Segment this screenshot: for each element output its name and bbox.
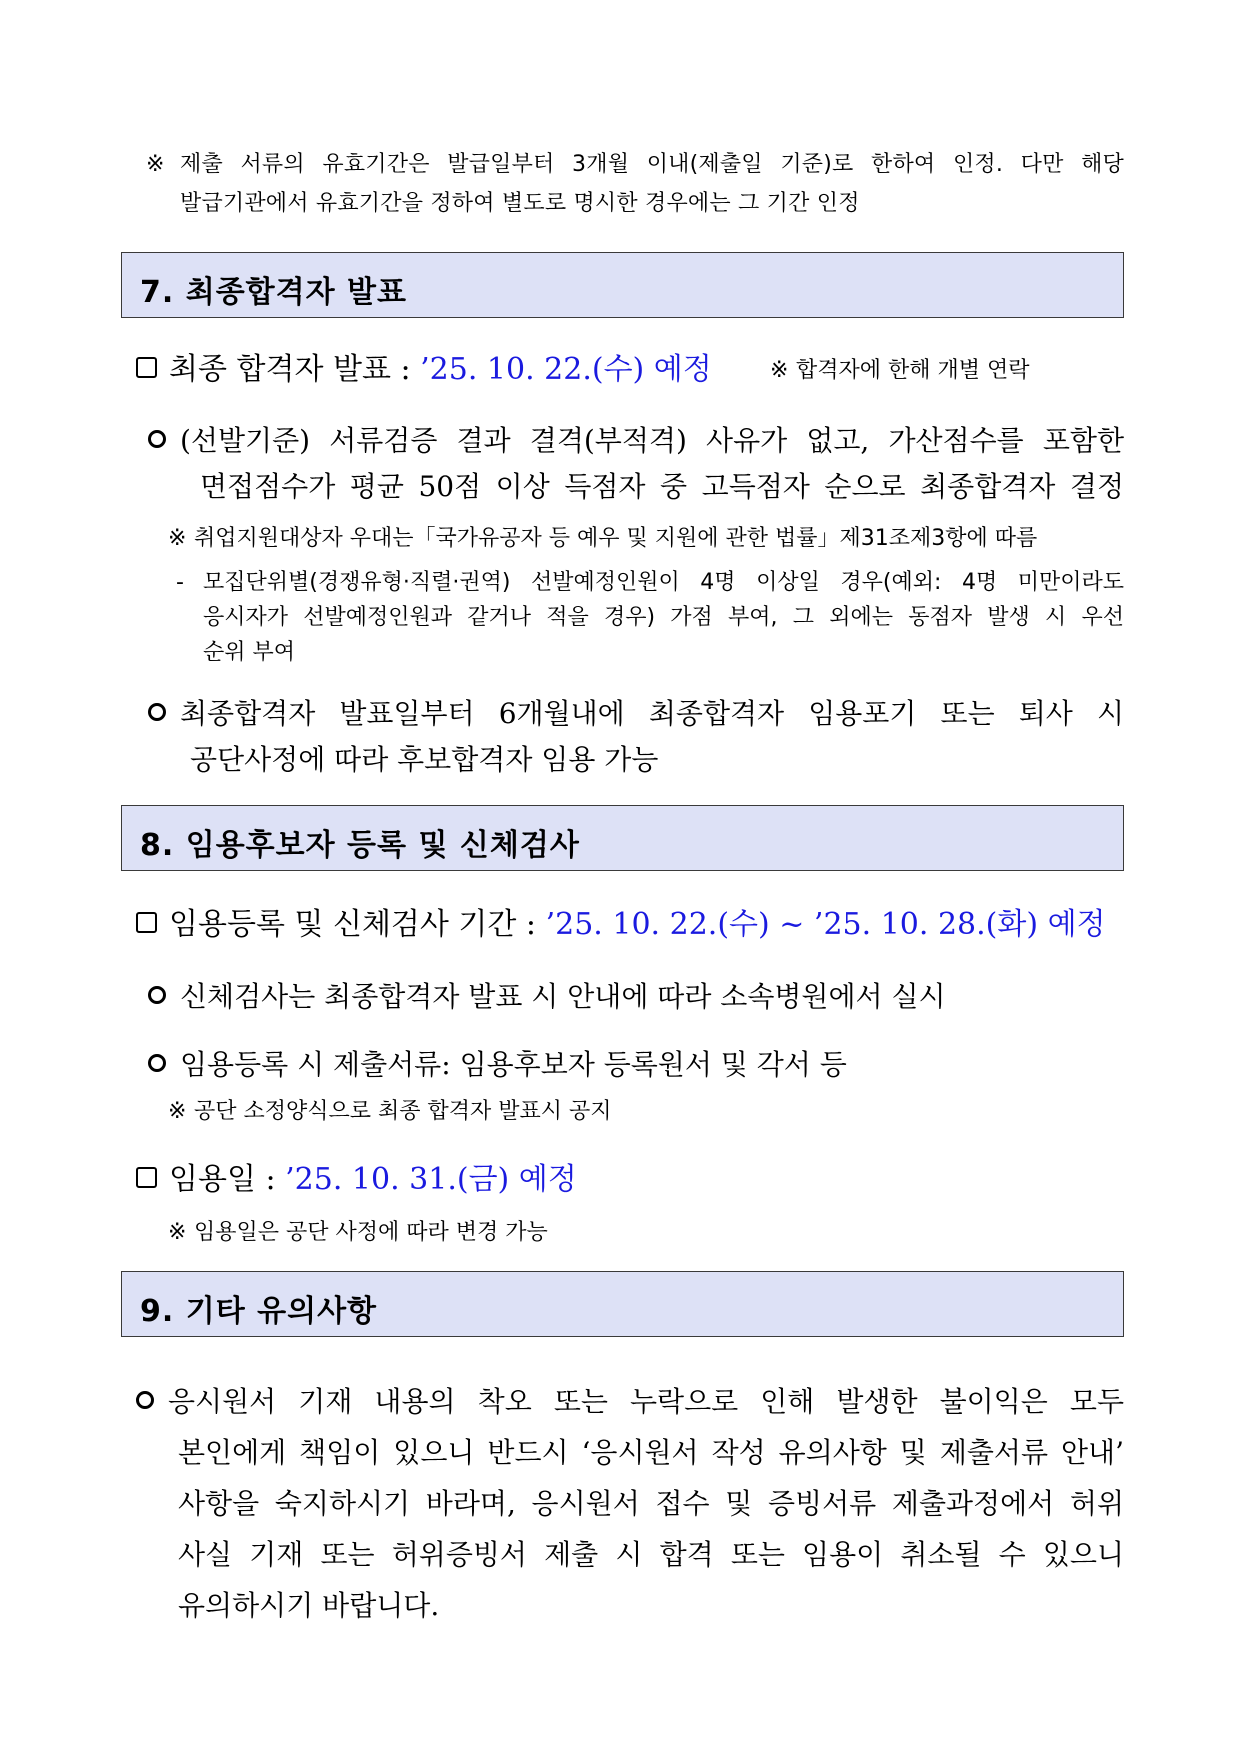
reserve-hire-line2: 공단사정에 따라 후보합격자 임용 가능 <box>190 743 659 776</box>
validity-note-line2: 발급기관에서 유효기간을 정하여 별도로 명시한 경우에는 그 기간 인정 <box>180 191 860 216</box>
circle-bullet-icon <box>148 703 166 721</box>
section-7-header <box>121 252 1124 318</box>
validity-note-mark: ※ <box>146 152 165 177</box>
caution-line1: 응시원서 기재 내용의 착오 또는 누락으로 인해 발생한 불이익은 모두 <box>136 1383 1124 1421</box>
circle-bullet-icon <box>136 1391 154 1409</box>
validity-note-line1: 제출 서류의 유효기간은 발급일부터 3개월 이내(제출일 기준)로 한하여 인정. 다만 해당 <box>180 152 1124 177</box>
final-announcement-item <box>136 350 712 390</box>
appointment-date-value: ’25. 10. 31.(금) 예정 <box>285 1162 577 1197</box>
appointment-change-note: ※ 임용일은 공단 사정에 따라 변경 가능 <box>168 1218 548 1248</box>
note-mark: ※ <box>168 1220 187 1245</box>
circle-bullet-icon <box>148 1054 166 1072</box>
form-notice-note: ※ 공단 소정양식으로 최종 합격자 발표시 공지 <box>168 1097 612 1127</box>
caution-line2: 본인에게 책임이 있으니 반드시 ‘응시원서 작성 유의사항 및 제출서류 안내’ <box>178 1436 1124 1469</box>
square-bullet-icon <box>136 357 157 378</box>
bonus-rule-line1: 모집단위별(경쟁유형·직렬·권역) 선발예정인원이 4명 이상일 경우(예외: 4명 미만이라도 <box>203 570 1124 595</box>
bonus-rule-line2: 응시자가 선발예정인원과 같거나 적을 경우) 가점 부여, 그 외에는 동점자 발생 시 우선 <box>203 605 1124 630</box>
veteran-preference-note <box>168 524 1037 554</box>
appointment-date-label: 임용일 : <box>169 1162 286 1197</box>
circle-bullet-icon <box>148 430 166 448</box>
section-8-title: 8. 임용후보자 등록 및 신체검사 <box>140 828 580 863</box>
final-announcement-note-text: 합격자에 한해 개별 연락 <box>796 358 1030 383</box>
caution-line4: 사실 기재 또는 허위증빙서 제출 시 합격 또는 임용이 취소될 수 있으니 <box>178 1538 1124 1571</box>
caution-line3: 사항을 숙지하시기 바라며, 응시원서 접수 및 증빙서류 제출과정에서 허위 <box>178 1487 1124 1520</box>
note-mark: ※ <box>168 1099 187 1124</box>
section-7-title: 7. 최종합격자 발표 <box>140 275 408 310</box>
registration-docs-bullet: 임용등록 시 제출서류: 임용후보자 등록원서 및 각서 등 <box>148 1046 847 1084</box>
dash-mark: - <box>176 570 184 595</box>
registration-period-label: 임용등록 및 신체검사 기간 : <box>169 907 546 942</box>
note-mark: ※ <box>168 526 187 551</box>
medical-exam-bullet: 신체검사는 최종합격자 발표 시 안내에 따라 소속병원에서 실시 <box>148 978 946 1016</box>
registration-period-item <box>136 905 1106 945</box>
final-announcement-label: 최종 합격자 발표 : <box>169 352 421 387</box>
circle-bullet-icon <box>148 986 166 1004</box>
section-8-header <box>121 805 1124 871</box>
final-announcement-date: ’25. 10. 22.(수) 예정 <box>420 352 712 387</box>
square-bullet-icon <box>136 912 157 933</box>
selection-criteria-line1: (선발기준) 서류검증 결과 결격(부적격) 사유가 없고, 가산점수를 포함한 <box>148 422 1124 460</box>
appointment-date-item <box>136 1160 577 1200</box>
reserve-hire-line1: 최종합격자 발표일부터 6개월내에 최종합격자 임용포기 또는 퇴사 시 <box>148 695 1124 733</box>
final-announcement-note <box>770 356 1030 386</box>
caution-line5: 유의하시기 바랍니다. <box>178 1589 440 1622</box>
bonus-rule-line3: 순위 부여 <box>203 640 296 665</box>
section-9-title: 9. 기타 유의사항 <box>140 1294 378 1329</box>
selection-criteria-line2: 면접점수가 평균 50점 이상 득점자 중 고득점자 순으로 최종합격자 결정 <box>200 470 1124 503</box>
veteran-preference-text: 취업지원대상자 우대는「국가유공자 등 예우 및 지원에 관한 법률」제31조제3항에 따름 <box>194 526 1038 551</box>
note-mark: ※ <box>770 358 789 383</box>
section-9-header <box>121 1271 1124 1337</box>
square-bullet-icon <box>136 1167 157 1188</box>
registration-period-date: ’25. 10. 22.(수) ~ ’25. 10. 28.(화) 예정 <box>545 907 1106 942</box>
